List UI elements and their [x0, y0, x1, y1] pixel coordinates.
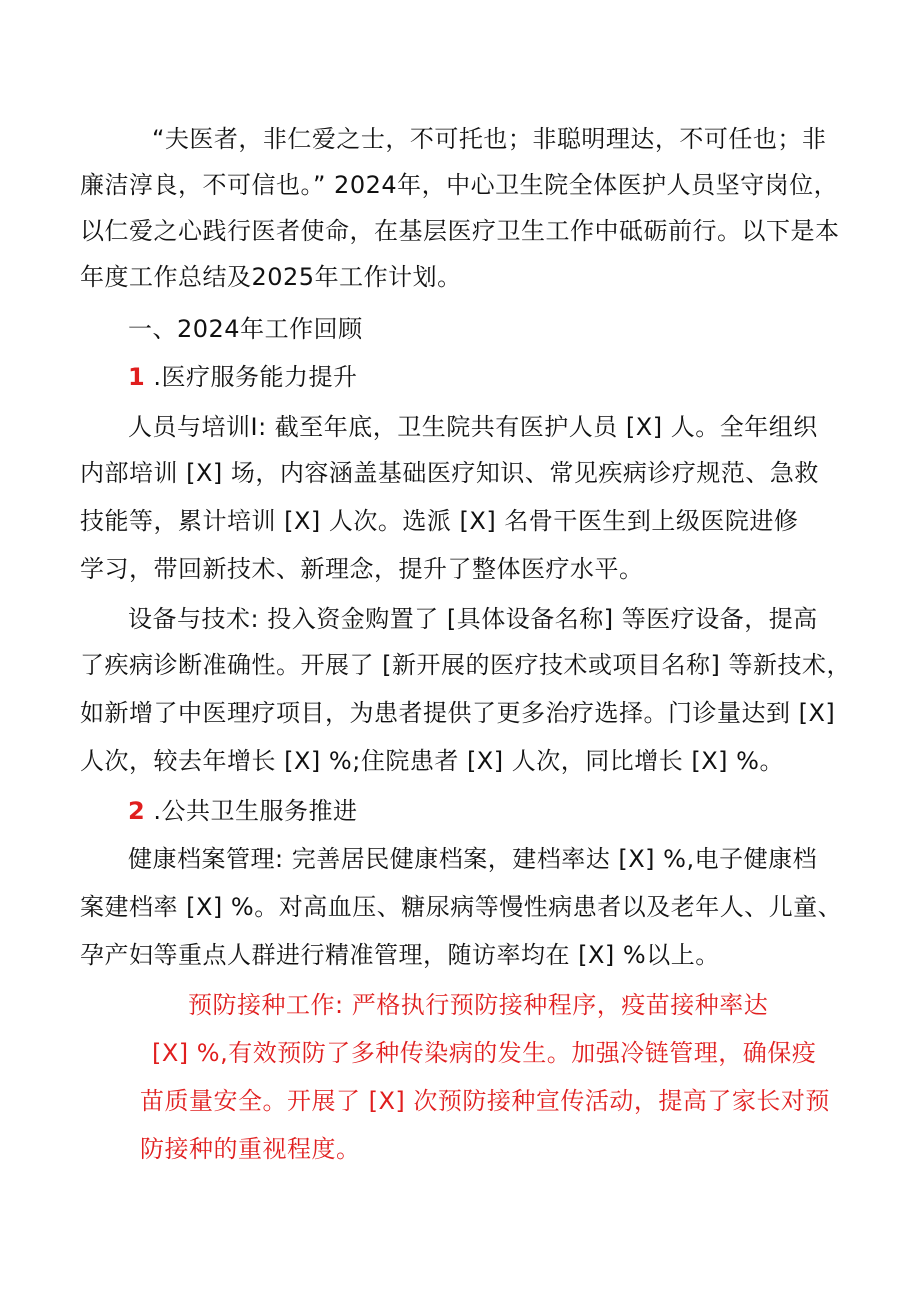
subsection-title-2: .公共卫生服务推进	[153, 797, 358, 825]
intro-line-2: 廉洁淳良，不可信也。” 2024年，中心卫生院全体医护人员坚守岗位，	[80, 171, 839, 199]
section-heading-review: 一、2024年工作回顾	[128, 315, 363, 343]
subsection-heading-1	[128, 362, 357, 392]
equipment-line-1: 设备与技术: 投入资金购置了 [具体设备名称] 等医疗设备，提高	[128, 605, 818, 633]
records-line-2: 案建档率 [X] %。对高血压、糖尿病等慢性病患者以及老年人、儿童、	[80, 893, 843, 921]
vaccination-line-1: 预防接种工作: 严格执行预防接种程序，疫苗接种率达	[188, 991, 769, 1019]
equipment-line-4: 人次，较去年增长 [X] %;住院患者 [X] 人次，同比增长 [X] %。	[80, 747, 784, 775]
staff-line-4: 学习，带回新技术、新理念，提升了整体医疗水平。	[80, 555, 644, 583]
intro-line-3: 以仁爱之心践行医者使命，在基层医疗卫生工作中砥砺前行。以下是本	[80, 217, 840, 245]
subsection-number-1: 1	[128, 363, 146, 391]
subsection-number-2: 2	[128, 797, 146, 825]
records-line-1: 健康档案管理: 完善居民健康档案，建档率达 [X] %,电子健康档	[128, 845, 818, 873]
equipment-line-3: 如新增了中医理疗项目，为患者提供了更多治疗选择。门诊量达到 [X]	[80, 699, 836, 727]
staff-line-2: 内部培训 [X] 场，内容涵盖基础医疗知识、常见疾病诊疗规范、急救	[80, 459, 819, 487]
vaccination-line-3: 苗质量安全。开展了 [X] 次预防接种宣传活动，提高了家长对预	[140, 1087, 830, 1115]
intro-line-4: 年度工作总结及2025年工作计划。	[80, 263, 462, 291]
staff-line-3: 技能等，累计培训 [X] 人次。选派 [X] 名骨干医生到上级医院进修	[80, 507, 799, 535]
subsection-heading-2	[128, 796, 357, 826]
staff-line-1: 人员与培训I: 截至年底，卫生院共有医护人员 [X] 人。全年组织	[128, 413, 818, 441]
vaccination-line-4: 防接种的重视程度。	[140, 1135, 361, 1163]
subsection-title-1: .医疗服务能力提升	[153, 363, 358, 391]
equipment-line-2: 了疾病诊断准确性。开展了 [新开展的医疗技术或项目名称] 等新技术，	[80, 651, 851, 679]
records-line-3: 孕产妇等重点人群进行精准管理，随访率均在 [X] %以上。	[80, 941, 720, 969]
intro-line-1: “夫医者，非仁爱之士，不可托也；非聪明理达，不可任也；非	[152, 125, 827, 153]
vaccination-line-2: [X] %,有效预防了多种传染病的发生。加强冷链管理，确保疫	[152, 1039, 817, 1067]
